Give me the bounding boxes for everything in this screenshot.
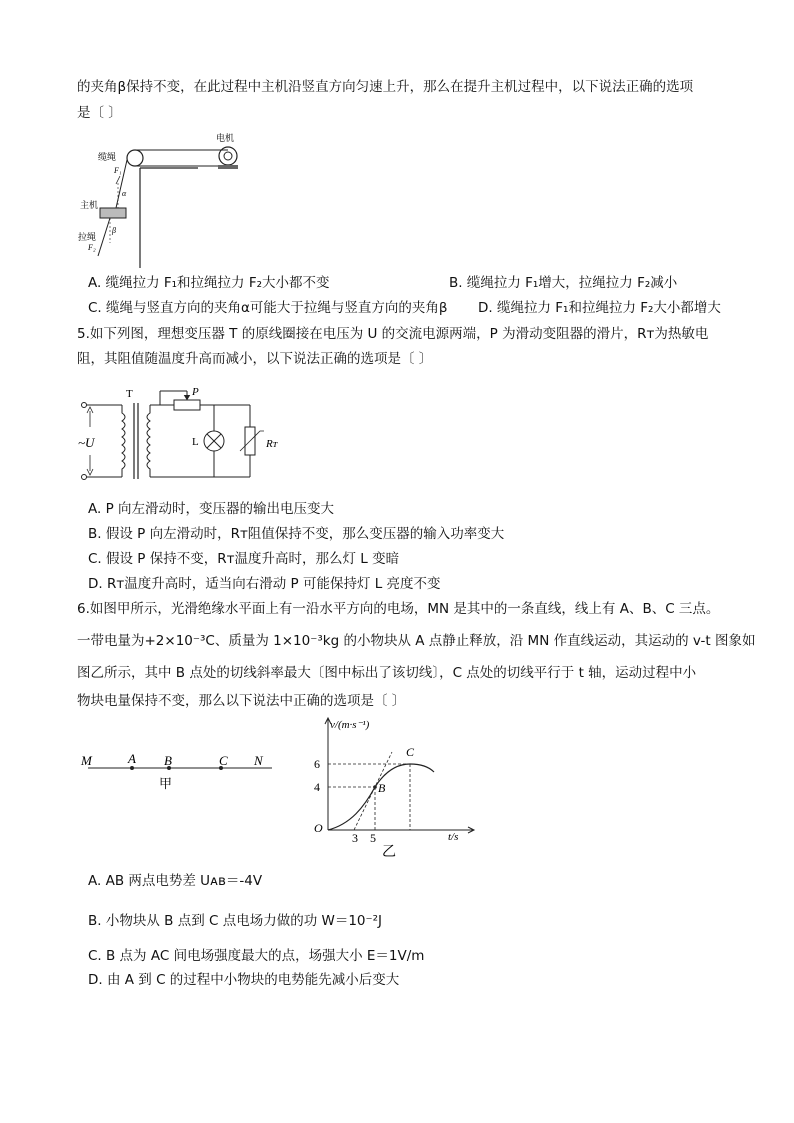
x-tick-3: 3 xyxy=(352,831,358,845)
q6-option-c: C. B 点为 AC 间电场强度最大的点，场强大小 E＝1V/m xyxy=(88,948,425,964)
x-tick-5: 5 xyxy=(370,831,376,845)
point-m-label: M xyxy=(81,753,92,768)
point-a-label: A xyxy=(128,751,136,766)
q6-stem-line2: 一带电量为+2×10⁻³C、质量为 1×10⁻³kg 的小物块从 A 点静止释放，沿 MN 作直线运动，其运动的 v-t 图象如 xyxy=(77,633,756,649)
lamp-l-label: L xyxy=(192,436,199,448)
origin-label: O xyxy=(314,821,323,835)
q5-option-a: A. P 向左滑动时，变压器的输出电压变大 xyxy=(88,501,335,517)
y-tick-4: 4 xyxy=(314,780,320,794)
q5-stem-line1: 5.如下列图，理想变压器 T 的原线圈接在电压为 U 的交流电源两端，P 为滑动变阻器的滑片，Rᴛ为热敏电 xyxy=(77,326,709,342)
q4-option-c: C. 缆绳与竖直方向的夹角α可能大于拉绳与竖直方向的夹角β xyxy=(88,300,448,316)
q6-figure-jia xyxy=(76,748,276,793)
transformer-t-label: T xyxy=(126,388,133,400)
point-n-label: N xyxy=(254,753,263,768)
q6-stem-line1: 6.如图甲所示，光滑绝缘水平面上有一沿水平方向的电场，MN 是其中的一条直线，线上有 A、B、C 三点。 xyxy=(77,601,720,617)
y-tick-6: 6 xyxy=(314,757,320,771)
alpha-label: α xyxy=(122,189,127,198)
q4-option-a: A. 缆绳拉力 F₁和拉绳拉力 F₂大小都不变 xyxy=(88,275,330,291)
figure-jia-caption: 甲 xyxy=(159,776,173,791)
beta-label: β xyxy=(112,226,116,235)
curve-point-b-label: B xyxy=(378,781,386,795)
q6-option-d: D. 由 A 到 C 的过程中小物块的电势能先减小后变大 xyxy=(88,972,400,988)
q4-pulley-figure xyxy=(78,128,258,268)
source-u-label: ~U xyxy=(78,435,95,450)
q5-stem-line2: 阻，其阻值随温度升高而减小，以下说法正确的选项是〔 〕 xyxy=(77,351,433,367)
v-axis-label: v/(m·s⁻¹) xyxy=(330,719,370,731)
q5-option-d: D. Rᴛ温度升高时，适当向右滑动 P 可能保持灯 L 亮度不变 xyxy=(88,576,441,592)
thermistor-rt-label: Rᴛ xyxy=(266,438,277,450)
q4-stem-line2: 是〔 〕 xyxy=(77,105,122,121)
f1-label: F₁ xyxy=(114,166,122,175)
q6-option-a: A. AB 两点电势差 Uᴀʙ＝-4V xyxy=(88,873,263,889)
q4-option-d: D. 缆绳拉力 F₁和拉绳拉力 F₂大小都增大 xyxy=(478,300,721,316)
host-label: 主机 xyxy=(80,200,99,210)
q4-stem-line1: 的夹角β保持不变，在此过程中主机沿竖直方向匀速上升，那么在提升主机过程中，以下说法正确的选项 xyxy=(77,79,694,95)
slider-p-label: P xyxy=(192,386,199,398)
q5-option-b: B. 假设 P 向左滑动时，Rᴛ阻值保持不变，那么变压器的输入功率变大 xyxy=(88,526,505,542)
q6-stem-line4: 物块电量保持不变，那么以下说法中正确的选项是〔 〕 xyxy=(77,693,406,709)
rope-label: 拉绳 xyxy=(78,232,97,242)
q5-option-c: C. 假设 P 保持不变，Rᴛ温度升高时，那么灯 L 变暗 xyxy=(88,551,400,567)
q6-figure-yi xyxy=(306,712,486,857)
host-box xyxy=(100,208,126,218)
q6-option-b: B. 小物块从 B 点到 C 点电场力做的功 W＝10⁻²J xyxy=(88,913,383,929)
curve-point-c-label: C xyxy=(406,745,415,759)
f2-label: F₂ xyxy=(88,243,96,252)
t-axis-label: t/s xyxy=(448,831,459,843)
cable-label: 缆绳 xyxy=(98,152,117,162)
point-b-label: B xyxy=(164,753,172,768)
point-c-label: C xyxy=(219,753,228,768)
q6-stem-line3: 图乙所示，其中 B 点处的切线斜率最大〔图中标出了该切线〕，C 点处的切线平行于 t 轴，运动过程中小 xyxy=(77,665,697,681)
q5-circuit-figure xyxy=(74,385,294,490)
figure-yi-caption: 乙 xyxy=(382,845,396,857)
motor-label: 电机 xyxy=(216,133,235,143)
rheostat xyxy=(174,400,200,410)
pulley-wheel xyxy=(127,150,143,166)
q4-option-b: B. 缆绳拉力 F₁增大，拉绳拉力 F₂减小 xyxy=(449,275,678,291)
